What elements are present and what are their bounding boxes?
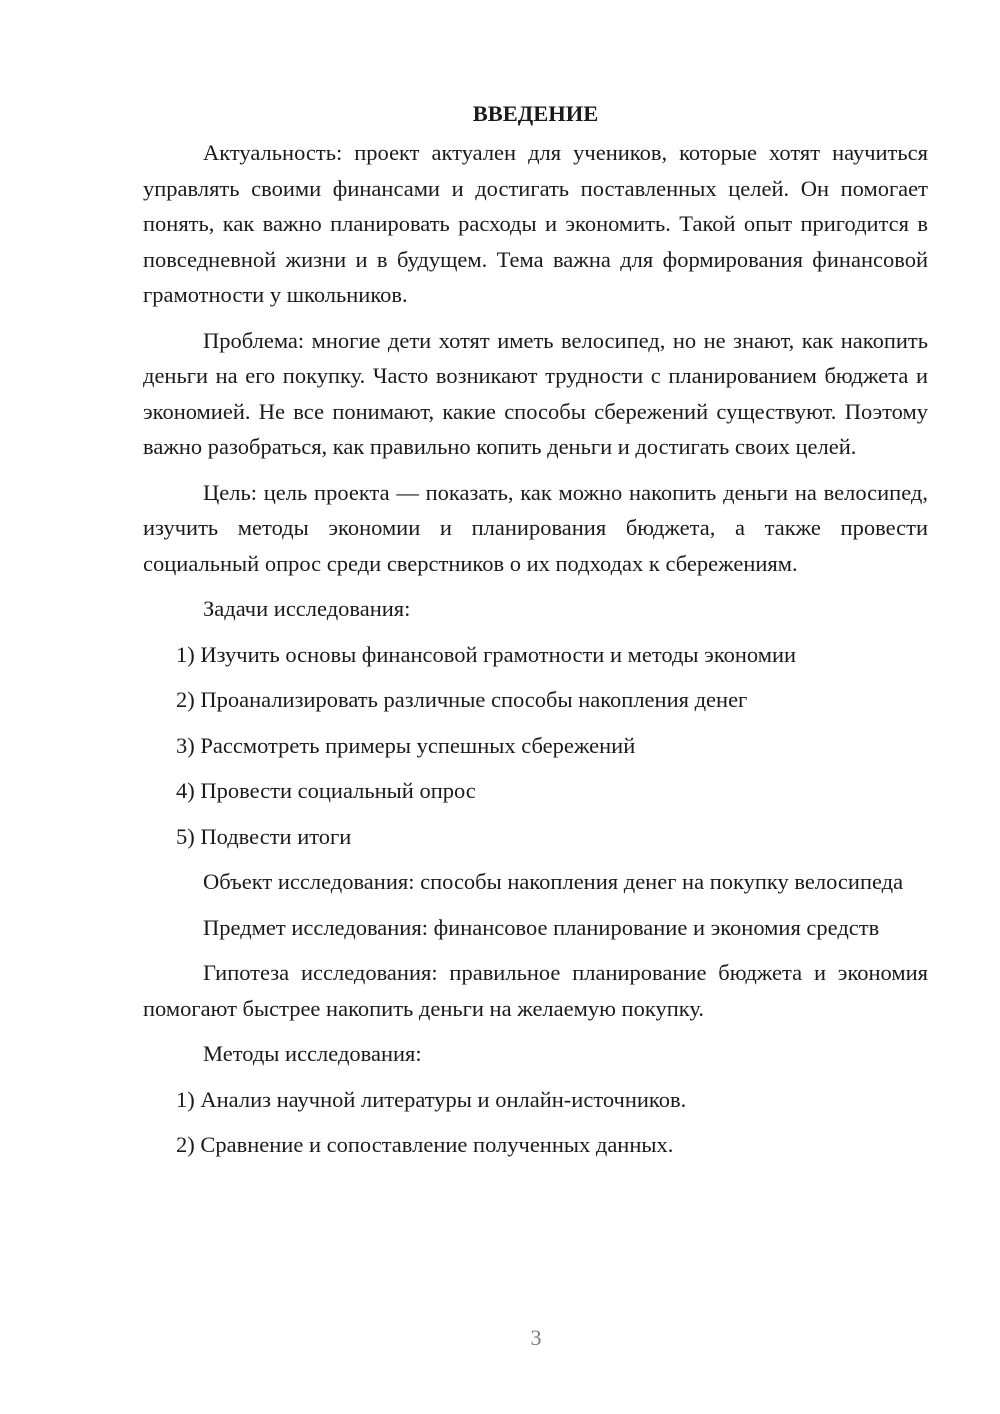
hypothesis-paragraph: Гипотеза исследования: правильное планирование бюджета и экономия помогают быстрее накопить деньги на желаемую покупку.: [143, 960, 928, 1021]
methods-list: [143, 1082, 928, 1163]
tasks-heading: Задачи исследования:: [203, 596, 411, 621]
subject-paragraph: Предмет исследования: финансовое планирование и экономия средств: [203, 914, 880, 940]
object-paragraph: Объект исследования: способы накопления денег на покупку велосипеда: [203, 869, 904, 894]
problem-paragraph: Проблема: многие дети хотят иметь велосипед, но не знают, как накопить деньги на его покупку. Часто возникают трудности с планированием бюджета и экономией. Не все понимают, какие способы сбережений существуют. Поэтому важно разобраться, как правильно копить деньги и достигать своих целей.: [143, 327, 928, 459]
list-item: 1) Анализ научной литературы и онлайн-источников.: [176, 1086, 687, 1112]
list-item: 1) Изучить основы финансовой грамотности и методы экономии: [176, 641, 797, 667]
tasks-list: [143, 637, 928, 855]
document-page: [143, 96, 928, 1173]
list-item: 2) Сравнение и сопоставление полученных данных.: [176, 1132, 674, 1157]
list-item: 2) Проанализировать различные способы накопления денег: [176, 687, 748, 712]
list-item: 3) Рассмотреть примеры успешных сбережений: [176, 732, 636, 758]
methods-heading: Методы исследования:: [203, 1041, 422, 1066]
goal-paragraph: Цель: цель проекта — показать, как можно накопить деньги на велосипед, изучить методы экономии и планирования бюджета, а также провести социальный опрос среди сверстников о их подходах к сбережениям.: [143, 479, 928, 576]
page-title: ВВЕДЕНИЕ: [472, 101, 599, 126]
list-item: 5) Подвести итоги: [176, 823, 352, 849]
page-number: 3: [530, 1325, 542, 1350]
list-item: 4) Провести социальный опрос: [176, 778, 476, 803]
relevance-paragraph: Актуальность: проект актуален для учеников, которые хотят научиться управлять своими финансами и достигать поставленных целей. Он помогает понять, как важно планировать расходы и экономить. Такой опыт пригодится в повседневной жизни и в будущем. Тема важна для формирования финансовой грамотности у школьников.: [143, 140, 928, 307]
